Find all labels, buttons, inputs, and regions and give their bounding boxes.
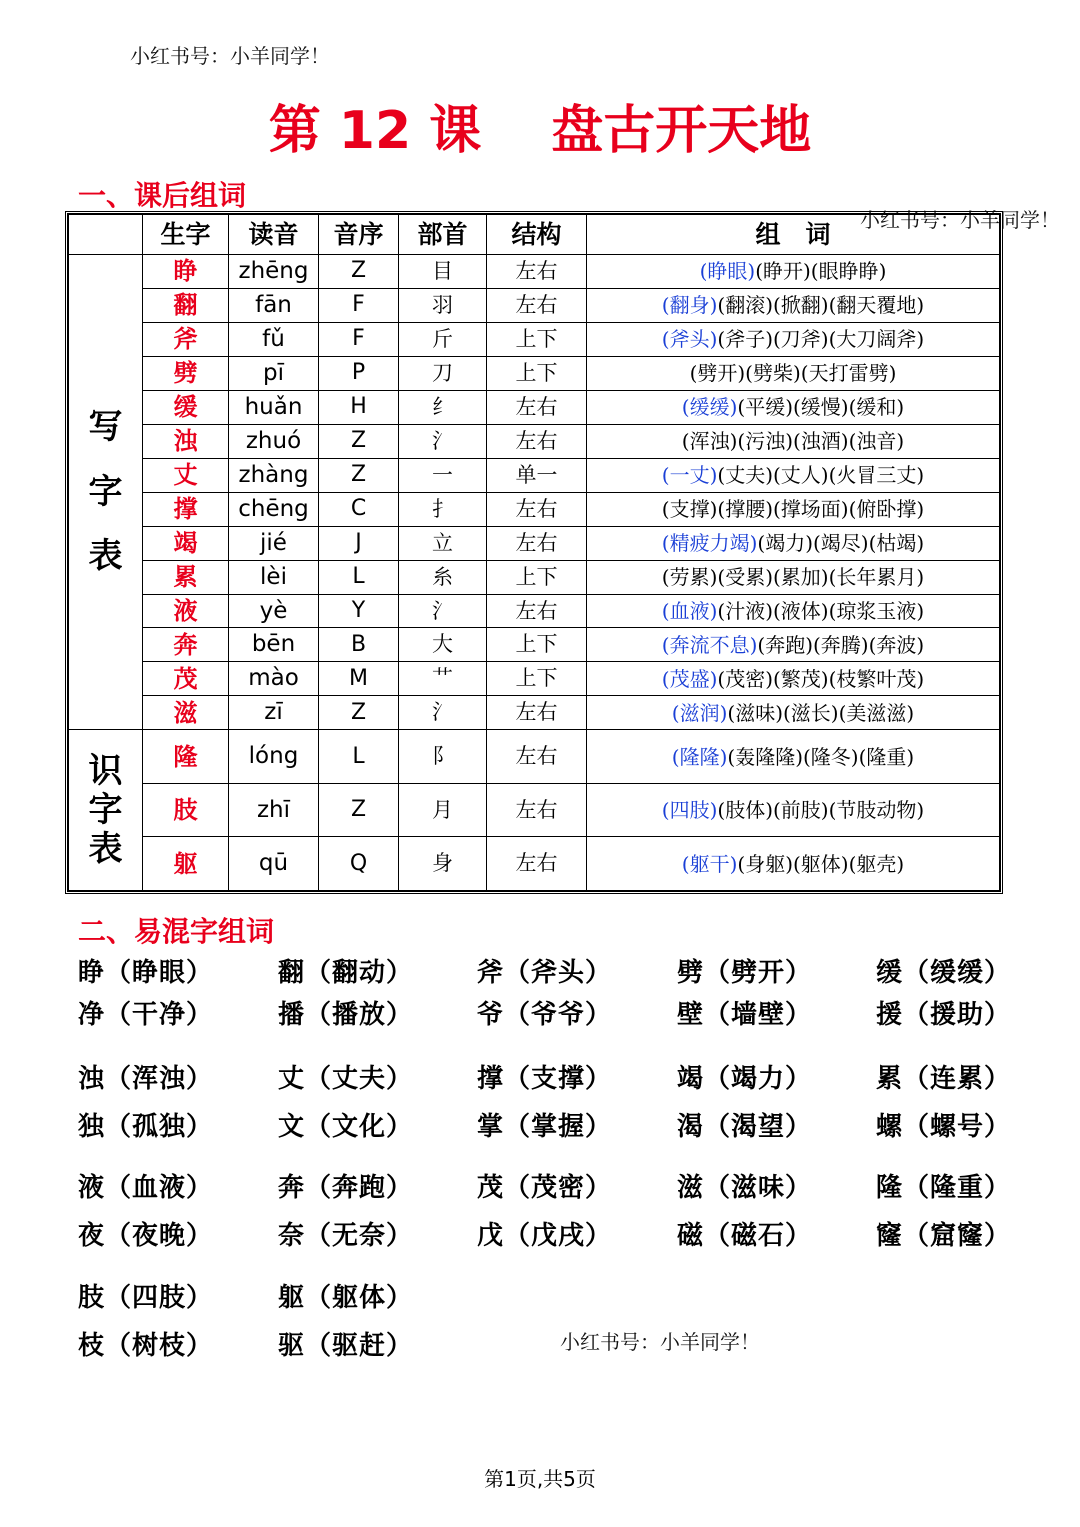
header-words: 组 词 (587, 215, 1000, 255)
cell-radical: 一 (399, 458, 487, 492)
cell-char: 撑 (143, 492, 229, 526)
cell-structure: 单一 (487, 458, 587, 492)
cell-pinyin: zhàng (229, 458, 319, 492)
confusable-item: 液（血液） (78, 1173, 214, 1203)
highlight-word: (睁眼) (699, 259, 756, 284)
table-row (69, 526, 1000, 560)
section-heading-1: 一、课后组词 (78, 179, 247, 212)
cell-words (587, 492, 1000, 526)
page-footer: 第1页,共5页 (484, 1467, 596, 1491)
other-words: (平缓)(缓慢)(缓和) (737, 395, 905, 420)
cell-order: L (319, 730, 399, 784)
highlight-word: (翻身) (661, 293, 718, 318)
cell-radical: 艹 (399, 662, 487, 696)
table-row (69, 662, 1000, 696)
cell-order: F (319, 322, 399, 356)
confusable-item: 窿（窟窿） (876, 1221, 1012, 1251)
cell-char: 累 (143, 560, 229, 594)
other-words: (翻滚)(掀翻)(翻天覆地) (717, 293, 925, 318)
cell-words (587, 594, 1000, 628)
other-words: (睁开)(眼睁睁) (755, 259, 887, 284)
confusable-item: 肢（四肢） (78, 1283, 214, 1313)
header-group (69, 215, 143, 255)
cell-radical: 大 (399, 628, 487, 662)
cell-order: Z (319, 783, 399, 837)
table-row (69, 696, 1000, 730)
confusable-item: 渴（渴望） (677, 1112, 813, 1142)
cell-structure: 上下 (487, 322, 587, 356)
cell-structure: 左右 (487, 390, 587, 424)
table-row (69, 390, 1000, 424)
cell-order: B (319, 628, 399, 662)
table-row (69, 322, 1000, 356)
cell-structure: 左右 (487, 730, 587, 784)
cell-char: 丈 (143, 458, 229, 492)
cell-char: 茂 (143, 662, 229, 696)
other-words: (奔跑)(奔腾)(奔波) (757, 632, 925, 657)
cell-words (587, 696, 1000, 730)
cell-structure: 左右 (487, 526, 587, 560)
cell-structure: 左右 (487, 255, 587, 289)
cell-char: 劈 (143, 356, 229, 390)
other-words: (劈开)(劈柴)(天打雷劈) (689, 361, 897, 386)
cell-char: 睁 (143, 255, 229, 289)
cell-words (587, 837, 1000, 891)
cell-words (587, 356, 1000, 390)
confusable-item: 文（文化） (278, 1112, 414, 1142)
cell-order: M (319, 662, 399, 696)
header-pinyin: 读音 (229, 215, 319, 255)
header-order: 音序 (319, 215, 399, 255)
cell-pinyin: zhēng (229, 255, 319, 289)
cell-words (587, 628, 1000, 662)
cell-words (587, 730, 1000, 784)
page-title (0, 88, 1080, 163)
cell-char: 浊 (143, 424, 229, 458)
cell-order: Z (319, 424, 399, 458)
other-words: (肢体)(前肢)(节肢动物) (717, 798, 925, 823)
cell-words (587, 288, 1000, 322)
cell-structure: 左右 (487, 424, 587, 458)
other-words: (茂密)(繁茂)(枝繁叶茂) (717, 666, 925, 691)
cell-words (587, 390, 1000, 424)
confusable-item: 援（援助） (876, 1000, 1012, 1030)
cell-pinyin: zhuó (229, 424, 319, 458)
other-words: (身躯)(躯体)(躯壳) (737, 851, 905, 876)
cell-radical: 氵 (399, 594, 487, 628)
table-row (69, 255, 1000, 289)
cell-order: P (319, 356, 399, 390)
cell-char: 液 (143, 594, 229, 628)
table-row (69, 594, 1000, 628)
cell-words (587, 526, 1000, 560)
cell-radical: 羽 (399, 288, 487, 322)
lesson-number: 第 12 课 (268, 101, 482, 161)
other-words: (滋味)(滋长)(美滋滋) (727, 700, 915, 725)
cell-radical: 氵 (399, 696, 487, 730)
cell-radical: 目 (399, 255, 487, 289)
vocabulary-table (65, 211, 1003, 894)
cell-char: 竭 (143, 526, 229, 560)
cell-words (587, 783, 1000, 837)
cell-char: 翻 (143, 288, 229, 322)
confusable-item: 浊（浑浊） (78, 1064, 214, 1094)
cell-radical: 扌 (399, 492, 487, 526)
table-row (69, 628, 1000, 662)
confusable-item: 奔（奔跑） (278, 1173, 414, 1203)
table-row (69, 783, 1000, 837)
cell-char: 肢 (143, 783, 229, 837)
cell-order: Z (319, 458, 399, 492)
cell-structure: 上下 (487, 628, 587, 662)
cell-structure: 左右 (487, 594, 587, 628)
cell-radical: 月 (399, 783, 487, 837)
confusable-item: 丈（丈夫） (278, 1064, 414, 1094)
table-row (69, 288, 1000, 322)
cell-pinyin: lóng (229, 730, 319, 784)
section-heading-2: 二、易混字组词 (78, 915, 275, 948)
confusable-item: 独（孤独） (78, 1112, 214, 1142)
confusable-item: 隆（隆重） (876, 1173, 1012, 1203)
cell-radical: 氵 (399, 424, 487, 458)
cell-radical: 纟 (399, 390, 487, 424)
confusable-item: 枝（树枝） (78, 1331, 214, 1361)
cell-pinyin: chēng (229, 492, 319, 526)
confusable-item: 躯（躯体） (278, 1283, 414, 1313)
cell-pinyin: fān (229, 288, 319, 322)
cell-order: L (319, 560, 399, 594)
highlight-word: (奔流不息) (661, 632, 758, 657)
cell-order: J (319, 526, 399, 560)
highlight-word: (隆隆) (671, 744, 728, 769)
confusable-item: 竭（竭力） (677, 1064, 813, 1094)
lesson-name: 盘古开天地 (551, 101, 812, 161)
highlight-word: (躯干) (681, 851, 738, 876)
cell-pinyin: zī (229, 696, 319, 730)
highlight-word: (缓缓) (681, 395, 738, 420)
read-group-label: 识 字 表 (69, 730, 143, 891)
cell-pinyin: fǔ (229, 322, 319, 356)
cell-radical: 立 (399, 526, 487, 560)
other-words: (斧子)(刀斧)(大刀阔斧) (717, 327, 925, 352)
header-radical: 部首 (399, 215, 487, 255)
cell-structure: 上下 (487, 662, 587, 696)
cell-words (587, 458, 1000, 492)
confusable-item: 缓（缓缓） (876, 958, 1012, 988)
highlight-word: (斧头) (661, 327, 718, 352)
confusable-item: 滋（滋味） (677, 1173, 813, 1203)
cell-structure: 左右 (487, 288, 587, 322)
cell-radical: 阝 (399, 730, 487, 784)
cell-radical: 斤 (399, 322, 487, 356)
watermark-top: 小红书号：小羊同学！ (130, 44, 330, 68)
cell-words (587, 560, 1000, 594)
table-header-row (69, 215, 1000, 255)
cell-words (587, 424, 1000, 458)
other-words: (劳累)(受累)(累加)(长年累月) (661, 565, 925, 590)
confusable-item: 撑（支撑） (477, 1064, 613, 1094)
table-row (69, 560, 1000, 594)
table-row (69, 356, 1000, 390)
confusable-item: 劈（劈开） (677, 958, 813, 988)
cell-structure: 左右 (487, 783, 587, 837)
other-words: (浑浊)(污浊)(浊酒)(浊音) (681, 429, 905, 454)
cell-char: 滋 (143, 696, 229, 730)
table-row (69, 458, 1000, 492)
cell-words (587, 662, 1000, 696)
highlight-word: (精疲力竭) (661, 531, 758, 556)
confusable-item: 斧（斧头） (477, 958, 613, 988)
cell-char: 缓 (143, 390, 229, 424)
watermark-overlay: 小红书号：小羊同学！ (860, 208, 1060, 232)
header-char: 生字 (143, 215, 229, 255)
highlight-word: (四肢) (661, 798, 718, 823)
cell-order: C (319, 492, 399, 526)
cell-order: H (319, 390, 399, 424)
cell-pinyin: yè (229, 594, 319, 628)
watermark-bottom: 小红书号：小羊同学！ (560, 1330, 760, 1354)
confusable-item: 茂（茂密） (477, 1173, 613, 1203)
cell-order: Y (319, 594, 399, 628)
confusable-item: 夜（夜晚） (78, 1221, 214, 1251)
cell-pinyin: huǎn (229, 390, 319, 424)
cell-pinyin: pī (229, 356, 319, 390)
cell-structure: 左右 (487, 837, 587, 891)
confusable-item: 壁（墙壁） (677, 1000, 813, 1030)
other-words: (竭力)(竭尽)(枯竭) (757, 531, 925, 556)
confusable-item: 螺（螺号） (876, 1112, 1012, 1142)
highlight-word: (一丈) (661, 463, 718, 488)
cell-structure: 上下 (487, 356, 587, 390)
cell-order: Q (319, 837, 399, 891)
cell-pinyin: jié (229, 526, 319, 560)
confusable-item: 驱（驱赶） (278, 1331, 414, 1361)
confusable-item: 睁（睁眼） (78, 958, 214, 988)
cell-radical: 刀 (399, 356, 487, 390)
confusable-item: 播（播放） (278, 1000, 414, 1030)
cell-words (587, 255, 1000, 289)
cell-order: Z (319, 696, 399, 730)
cell-pinyin: mào (229, 662, 319, 696)
cell-order: F (319, 288, 399, 322)
confusable-item: 净（干净） (78, 1000, 214, 1030)
other-words: (汁液)(液体)(琼浆玉液) (717, 599, 925, 623)
cell-radical: 身 (399, 837, 487, 891)
highlight-word: (血液) (661, 599, 718, 623)
cell-structure: 左右 (487, 492, 587, 526)
highlight-word: (茂盛) (661, 666, 718, 691)
cell-structure: 上下 (487, 560, 587, 594)
confusable-item: 累（连累） (876, 1064, 1012, 1094)
cell-pinyin: qū (229, 837, 319, 891)
confusable-item: 磁（磁石） (677, 1221, 813, 1251)
cell-pinyin: zhī (229, 783, 319, 837)
header-structure: 结构 (487, 215, 587, 255)
confusable-item: 奈（无奈） (278, 1221, 414, 1251)
other-words: (轰隆隆)(隆冬)(隆重) (727, 744, 915, 769)
table-row (69, 730, 1000, 784)
highlight-word: (滋润) (671, 700, 728, 725)
cell-pinyin: bēn (229, 628, 319, 662)
cell-order: Z (319, 255, 399, 289)
confusable-item: 爷（爷爷） (477, 1000, 613, 1030)
write-group-label: 写 字 表 (69, 255, 143, 730)
confusable-item: 掌（掌握） (477, 1112, 613, 1142)
confusable-item: 戊（戊戌） (477, 1221, 613, 1251)
other-words: (丈夫)(丈人)(火冒三丈) (717, 463, 925, 488)
table-row (69, 492, 1000, 526)
other-words: (支撑)(撑腰)(撑场面)(俯卧撑) (661, 497, 925, 522)
cell-radical: 糸 (399, 560, 487, 594)
table-row (69, 837, 1000, 891)
cell-words (587, 322, 1000, 356)
cell-char: 奔 (143, 628, 229, 662)
cell-char: 隆 (143, 730, 229, 784)
cell-structure: 左右 (487, 696, 587, 730)
confusable-item: 翻（翻动） (278, 958, 414, 988)
table-row (69, 424, 1000, 458)
cell-pinyin: lèi (229, 560, 319, 594)
cell-char: 躯 (143, 837, 229, 891)
cell-char: 斧 (143, 322, 229, 356)
